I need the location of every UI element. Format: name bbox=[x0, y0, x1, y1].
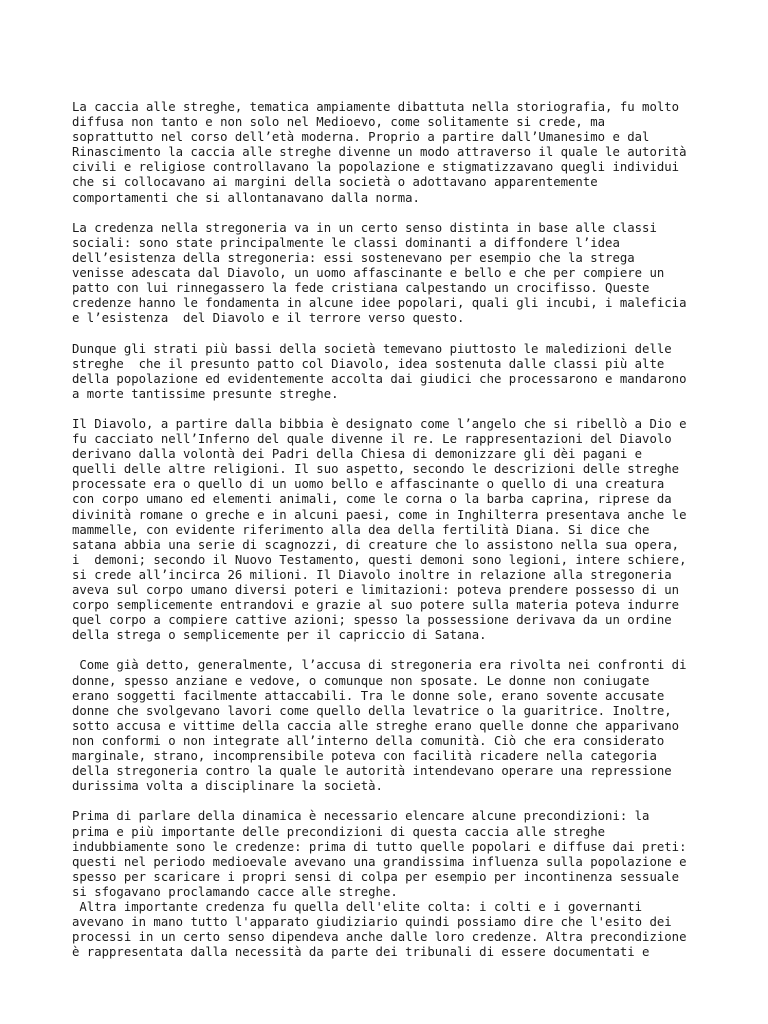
paragraph-6: Prima di parlare della dinamica è necessario elencare alcune precondizioni: la prima e più importante delle precondizioni di questa caccia alle streghe indubbiamente sono le credenze: prima di tutto quelle popolari e diffuse dai preti: questi nel periodo medioevale avevano una grandissima influenza sulla popolazione e spesso per scaricare i propri sensi di colpa per esempio per incontinenza sessuale si sfogavano proclamando cacce alle streghe. bbox=[72, 809, 687, 899]
paragraph-1: La caccia alle streghe, tematica ampiamente dibattuta nella storiografia, fu molto diffusa non tanto e non solo nel Medioevo, come solitamente si crede, ma soprattutto nel corso dell’età moderna. Proprio a partire dall’Umanesimo e dal Rinascimento la caccia alle streghe divenne un modo attraverso il quale le autorità civili e religiose controllavano la popolazione e stigmatizzavano quegli individui che si collocavano ai margini della società o adottavano apparentemente comportamenti che si allontanavano dalla norma. bbox=[72, 100, 687, 205]
paragraph-4: Il Diavolo, a partire dalla bibbia è designato come l’angelo che si ribellò a Dio e fu cacciato nell’Inferno del quale divenne il re. Le rappresentazioni del Diavolo derivano dalla volontà dei Padri della Chiesa di demonizzare gli dèi pagani e quelli delle altre religioni. Il suo aspetto, secondo le descrizioni delle streghe processate era o quello di un uomo bello e affascinante o quello di una creatura con corpo umano ed elementi animali, come le corna o la barba caprina, riprese da divinità romane o greche e in alcuni paesi, come in Inghilterra presentava anche le mammelle, con evidente riferimento alla dea della fertilità Diana. Si dice che satana abbia una serie di scagnozzi, di creature che lo assistono nella sua opera, i demoni; secondo il Nuovo Testamento, questi demoni sono legioni, intere schiere, si crede all’incirca 26 milioni. Il Diavolo inoltre in relazione alla stregoneria aveva sul corpo umano diversi poteri e limitazioni: poteva prendere possesso di un corpo semplicemente entrandovi e grazie al suo potere sulla materia poteva indurre quel corpo a compiere cattive azioni; spesso la possessione derivava da un ordine della strega o semplicemente per il capriccio di Satana. bbox=[72, 416, 687, 643]
document-page bbox=[72, 100, 712, 960]
paragraph-3: Dunque gli strati più bassi della società temevano piuttosto le maledizioni delle streghe che il presunto patto col Diavolo, idea sostenuta dalle classi più alte della popolazione ed evidentemente accolta dai giudici che processarono e mandarono a morte tantissime presunte streghe. bbox=[72, 341, 687, 401]
paragraph-5: Come già detto, generalmente, l’accusa di stregoneria era rivolta nei confronti di donne, spesso anziane e vedove, o comunque non sposate. Le donne non coniugate erano soggetti facilmente attaccabili. Tra le donne sole, erano sovente accusate donne che svolgevano lavori come quello della levatrice o la guaritrice. Inoltre, sotto accusa e vittime della caccia alle streghe erano quelle donne che apparivano non conformi o non integrate all’interno della comunità. Ciò che era considerato marginale, strano, incomprensibile poteva con facilità ricadere nella categoria della stregoneria contro la quale le autorità intendevano operare una repressione durissima volta a disciplinare la società. bbox=[72, 658, 687, 794]
paragraph-2: La credenza nella stregoneria va in un certo senso distinta in base alle classi sociali: sono state principalmente le classi dominanti a diffondere l’idea dell’esistenza della stregoneria: essi sostenevano per esempio che la strega venisse adescata dal Diavolo, un uomo affascinante e bello e che per compiere un patto con lui rinnegassero la fede cristiana calpestando un crocifisso. Queste credenze hanno le fondamenta in alcune idee popolari, quali gli incubi, i maleficia e l’esistenza del Diavolo e il terrore verso questo. bbox=[72, 220, 687, 326]
paragraph-7: Altra importante credenza fu quella dell'elite colta: i colti e i governanti avevano in mano tutto l'apparato giudiziario quindi possiamo dire che l'esito dei processi in un certo senso dipendeva anche dalle loro credenze. Altra precondizione è rappresentata dalla necessità da parte dei tribunali di essere documentati e bbox=[72, 899, 687, 960]
